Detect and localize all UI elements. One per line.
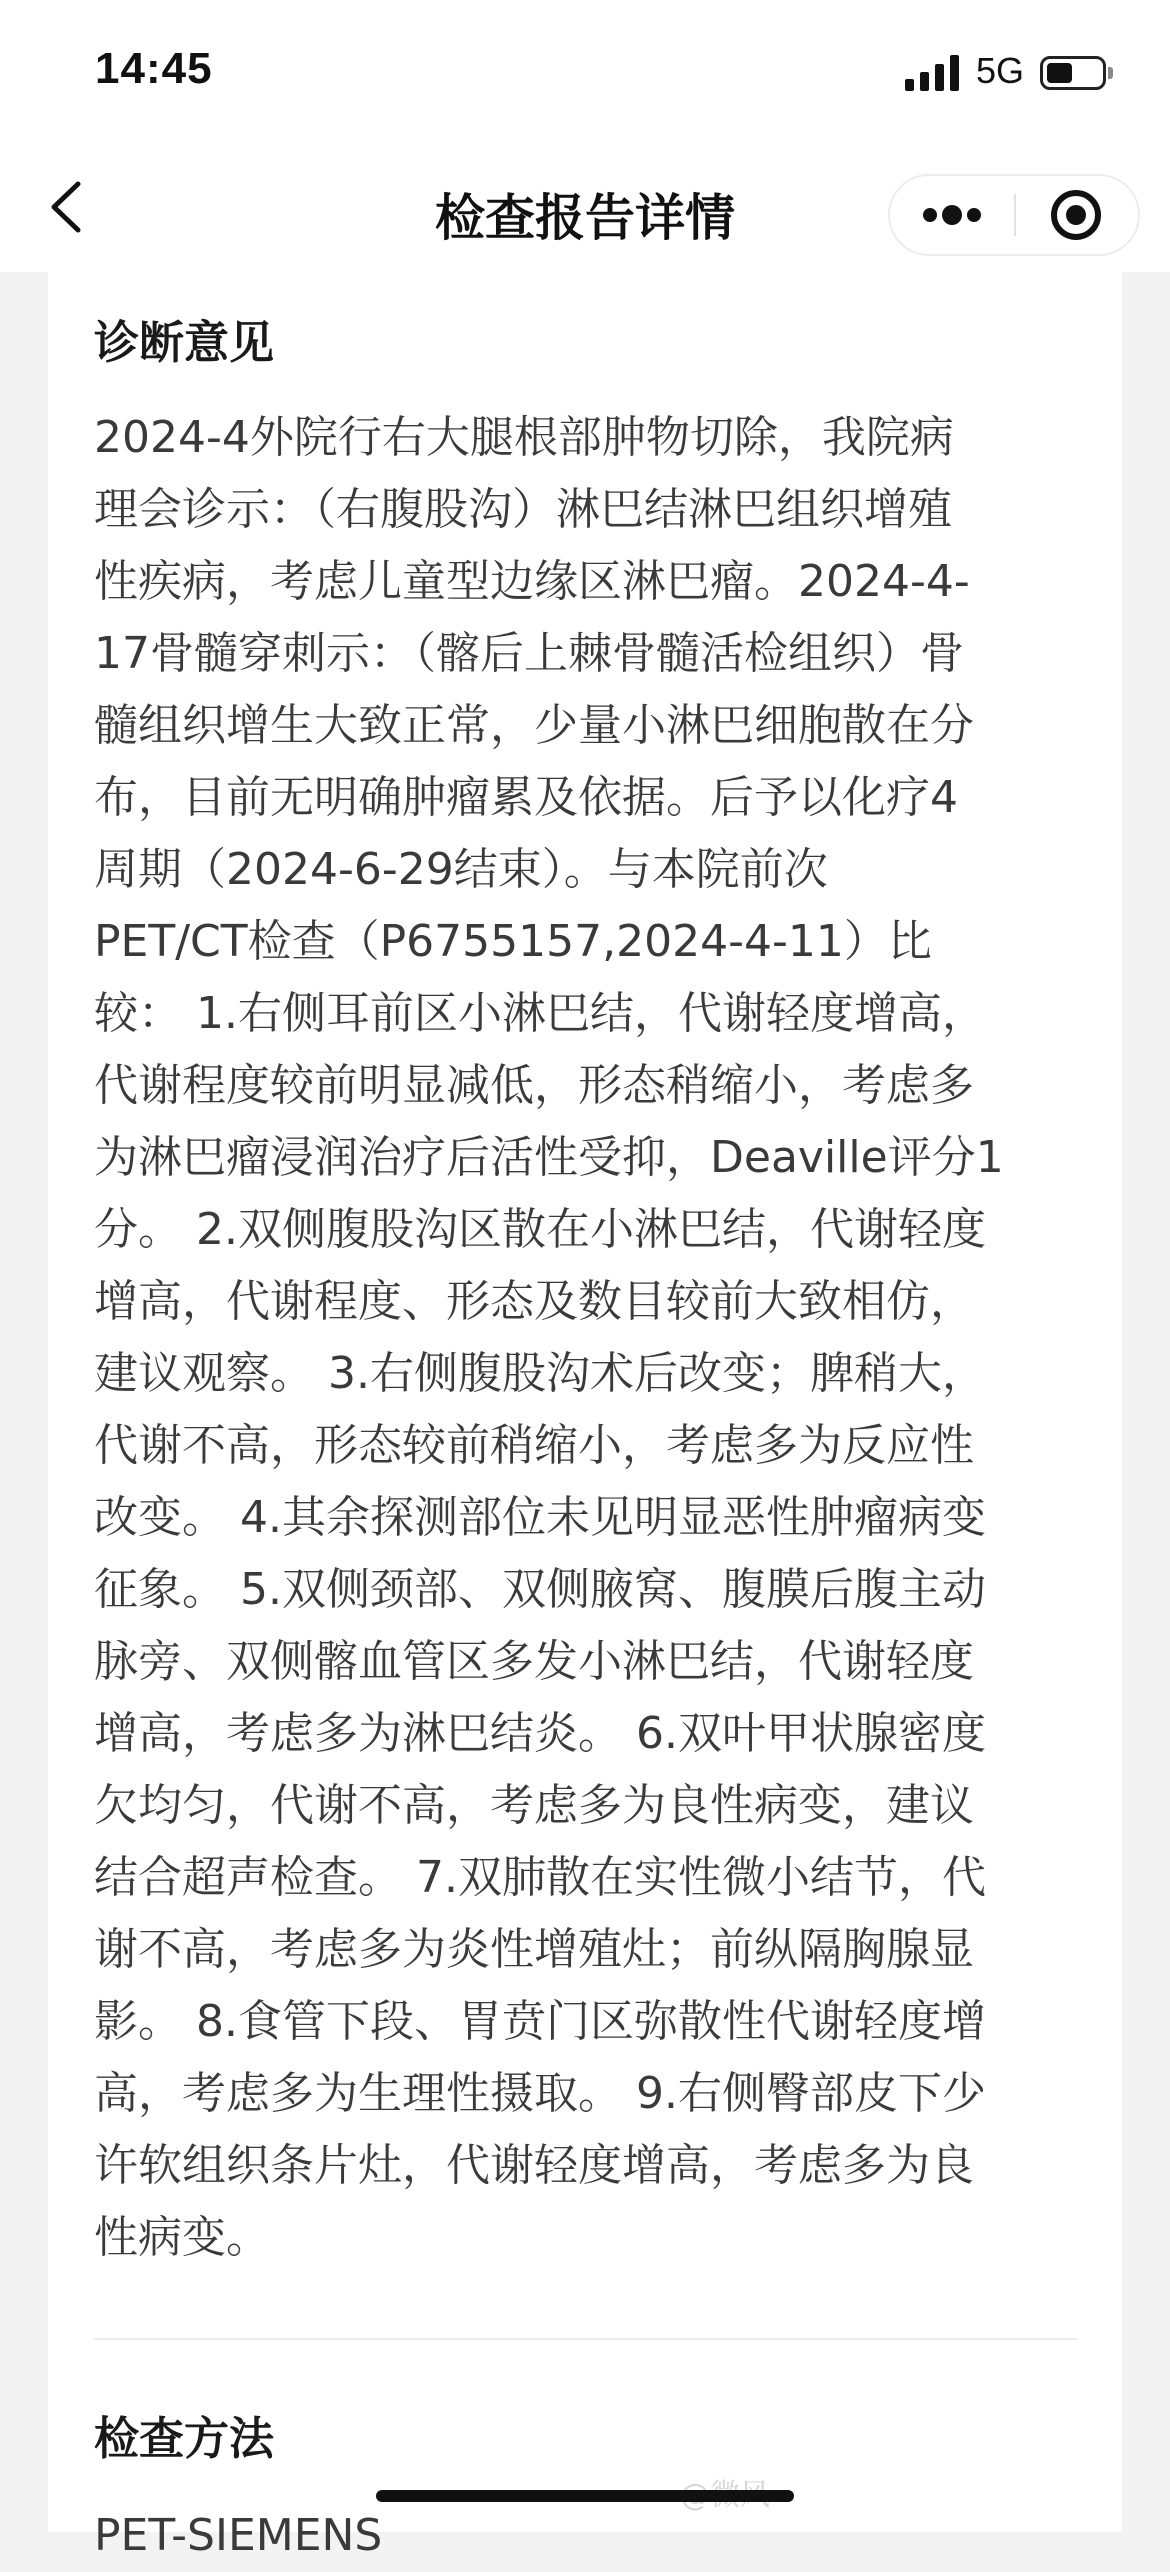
diagnosis-line: PET/CT检查（P6755157,2024-4-11）比	[94, 916, 932, 967]
navigation-bar	[0, 150, 1170, 272]
network-type-label: 5G	[976, 50, 1025, 91]
close-mini-program-button[interactable]	[1016, 176, 1138, 254]
diagnosis-line: 理会诊示：（右腹股沟）淋巴结淋巴组织增殖	[94, 484, 952, 535]
diagnosis-line: 代谢程度较前明显减低，形态稍缩小，考虑多	[94, 1060, 974, 1111]
diagnosis-line: 高，考虑多为生理性摄取。 9.右侧臀部皮下少	[94, 2068, 986, 2119]
diagnosis-heading: 诊断意见	[94, 316, 275, 369]
diagnosis-line: 结合超声检查。 7.双肺散在实性微小结节，代	[94, 1852, 986, 1903]
diagnosis-line: 欠均匀，代谢不高，考虑多为良性病变，建议	[94, 1780, 974, 1831]
diagnosis-line: 谢不高，考虑多为炎性增殖灶；前纵隔胸腺显	[94, 1924, 974, 1975]
diagnosis-line: 征象。 5.双侧颈部、双侧腋窝、腹膜后腹主动	[94, 1564, 986, 1615]
method-text: PET-SIEMENS	[94, 2510, 383, 2561]
method-heading: 检查方法	[94, 2412, 275, 2465]
status-time: 14:45	[95, 44, 213, 93]
battery-level-fill	[1047, 63, 1072, 83]
mini-program-capsule	[888, 174, 1140, 256]
cellular-signal-icon	[905, 55, 961, 91]
diagnosis-line: 改变。 4.其余探测部位未见明显恶性肿瘤病变	[94, 1492, 986, 1543]
diagnosis-text	[94, 402, 1124, 2274]
diagnosis-line: 17骨髓穿刺示：（髂后上棘骨髓活检组织）骨	[94, 628, 964, 679]
diagnosis-line: 许软组织条片灶，代谢轻度增高，考虑多为良	[94, 2140, 974, 2191]
battery-icon	[1040, 56, 1106, 90]
more-button[interactable]	[890, 176, 1014, 254]
diagnosis-line: 为淋巴瘤浸润治疗后活性受抑，Deaville评分1	[94, 1132, 1004, 1183]
diagnosis-line: 建议观察。 3.右侧腹股沟术后改变；脾稍大，	[94, 1348, 986, 1399]
status-bar	[0, 0, 1170, 150]
battery-tip	[1108, 67, 1113, 79]
diagnosis-line: 周期（2024-6-29结束）。与本院前次	[94, 844, 828, 895]
diagnosis-line: 增高，考虑多为淋巴结炎。 6.双叶甲状腺密度	[94, 1708, 986, 1759]
report-card	[48, 272, 1122, 2561]
diagnosis-line: 脉旁、双侧髂血管区多发小淋巴结，代谢轻度	[94, 1636, 974, 1687]
diagnosis-line: 性疾病，考虑儿童型边缘区淋巴瘤。2024-4-	[94, 556, 970, 607]
diagnosis-line: 髓组织增生大致正常，少量小淋巴细胞散在分	[94, 700, 974, 751]
diagnosis-line: 代谢不高，形态较前稍缩小，考虑多为反应性	[94, 1420, 974, 1471]
diagnosis-line: 2024-4外院行右大腿根部肿物切除，我院病	[94, 412, 954, 463]
section-divider	[94, 2338, 1078, 2340]
diagnosis-line: 分。 2.双侧腹股沟区散在小淋巴结，代谢轻度	[94, 1204, 986, 1255]
target-circle-icon	[1016, 176, 1138, 254]
diagnosis-line: 影。 8.食管下段、胃贲门区弥散性代谢轻度增	[94, 1996, 986, 2047]
diagnosis-line: 性病变。	[94, 2212, 270, 2263]
page-title: 检查报告详情	[435, 189, 735, 247]
diagnosis-line: 较： 1.右侧耳前区小淋巴结，代谢轻度增高，	[94, 988, 986, 1039]
diagnosis-line: 增高，代谢程度、形态及数目较前大致相仿，	[94, 1276, 974, 1327]
more-dots-icon	[890, 176, 1014, 254]
diagnosis-line: 布，目前无明确肿瘤累及依据。后予以化疗4	[94, 772, 958, 823]
home-indicator	[376, 2490, 794, 2502]
